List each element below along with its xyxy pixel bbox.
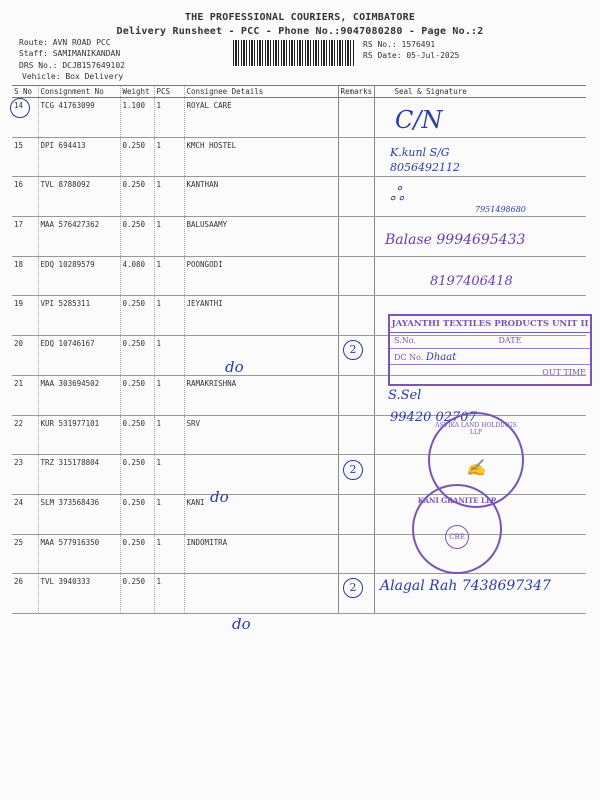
- row-consignment: SLM 373568436: [38, 494, 120, 534]
- row-pcs: 1: [154, 336, 184, 376]
- col-remarks: Remarks: [338, 86, 374, 98]
- company-title: THE PROFESSIONAL COURIERS, COIMBATORE: [184, 12, 416, 23]
- row-remarks: [338, 415, 374, 455]
- row-pcs: 1: [154, 296, 184, 336]
- signature-17: Balase 9994695433: [385, 232, 526, 248]
- signature-18: 8197406418: [430, 274, 513, 289]
- row-pcs: 1: [154, 375, 184, 415]
- stamp-dc-label: DC No.: [394, 353, 424, 362]
- col-seal: Seal & Signature: [374, 86, 586, 98]
- company-stamp: [388, 314, 592, 386]
- table-row: [12, 98, 586, 138]
- row-consignment: TRZ 315178804: [38, 455, 120, 495]
- round-seal-kani: [412, 484, 502, 574]
- col-sno: S No: [12, 86, 38, 98]
- row-consignee: [184, 455, 338, 495]
- row-remarks: [338, 256, 374, 296]
- row-consignment: KUR 531977101: [38, 415, 120, 455]
- row-sno: 17: [12, 217, 38, 257]
- serial-circle-mark: [10, 98, 30, 118]
- row-pcs: 1: [154, 415, 184, 455]
- row-sno: 16: [12, 177, 38, 217]
- row-consignee: BALUSAAMY: [184, 217, 338, 257]
- row-weight: 0.250: [120, 375, 154, 415]
- row-consignee: RAMAKRISHNA: [184, 375, 338, 415]
- ditto-20: do: [225, 358, 244, 376]
- row-consignee: KANI: [184, 494, 338, 534]
- remark-mark-25: 2: [343, 578, 363, 598]
- col-consignee: Consignee Details: [184, 86, 338, 98]
- row-consignee: SRV: [184, 415, 338, 455]
- row-sno: 20: [12, 336, 38, 376]
- stamp-row: [390, 365, 590, 380]
- row-consignment: TVL 8788092: [38, 177, 120, 217]
- signature-15-phone: 8056492112: [390, 161, 460, 174]
- row-weight: 0.250: [120, 534, 154, 574]
- row-sno: 14: [12, 98, 38, 138]
- stamp-sno-label: S.No.: [394, 336, 416, 345]
- ditto-23: do: [210, 488, 229, 506]
- row-consignment: TVL 3940333: [38, 574, 120, 614]
- vehicle-label: Vehicle: Box Delivery: [22, 72, 124, 81]
- row-sno: 18: [12, 256, 38, 296]
- row-weight: 0.250: [120, 455, 154, 495]
- signature-21-name: S.Sel: [388, 388, 422, 403]
- row-consignee: KMCH HOSTEL: [184, 137, 338, 177]
- row-weight: 0.250: [120, 217, 154, 257]
- row-weight: 4.080: [120, 256, 154, 296]
- row-remarks: [338, 98, 374, 138]
- row-consignee: [184, 574, 338, 614]
- table-header-row: [12, 86, 586, 98]
- round-seal-kani-center: CBE: [445, 525, 469, 549]
- row-weight: 0.250: [120, 574, 154, 614]
- row-pcs: 1: [154, 574, 184, 614]
- row-sno: 25: [12, 534, 38, 574]
- row-consignee: POONGODI: [184, 256, 338, 296]
- barcode: [233, 40, 355, 66]
- row-remarks: [338, 534, 374, 574]
- row-weight: 0.250: [120, 494, 154, 534]
- row-sno: 21: [12, 375, 38, 415]
- row-remarks: [338, 217, 374, 257]
- row-sno: 22: [12, 415, 38, 455]
- row-consignment: MAA 577916350: [38, 534, 120, 574]
- remark-mark-20: 2: [343, 340, 363, 360]
- row-pcs: 1: [154, 217, 184, 257]
- stamp-company-name: JAYANTHI TEXTILES PRODUCTS UNIT II: [390, 316, 590, 333]
- row-weight: 0.250: [120, 336, 154, 376]
- drs-number: DRS No.: DCJB157649102: [19, 61, 125, 70]
- row-sno: 24: [12, 494, 38, 534]
- stamp-dc-value: Dhaat: [425, 352, 457, 363]
- stamp-row: [390, 349, 590, 365]
- row-remarks: [338, 137, 374, 177]
- col-consignment: Consignment No: [38, 86, 120, 98]
- row-consignment: TCG 41763099: [38, 98, 120, 138]
- row-consignee: INDOMITRA: [184, 534, 338, 574]
- row-sno: 23: [12, 455, 38, 495]
- stamp-date-label: DATE: [498, 336, 522, 345]
- row-sno: 19: [12, 296, 38, 336]
- runsheet-subtitle: Delivery Runsheet - PCC - Phone No.:9047080280 - Page No.:2: [116, 26, 484, 37]
- row-consignee: KANTHAN: [184, 177, 338, 217]
- route-label: Route: AVN ROAD PCC: [19, 38, 111, 47]
- row-remarks: [338, 296, 374, 336]
- signature-21-phone: 99420 02707: [390, 410, 477, 425]
- row-weight: 0.250: [120, 415, 154, 455]
- row-weight: 1.100: [120, 98, 154, 138]
- signature-25: Alagal Rah 7438697347: [380, 578, 551, 594]
- staff-label: Staff: SAMIMANIKANDAN: [19, 49, 121, 58]
- row-weight: 0.250: [120, 296, 154, 336]
- row-consignment: VPI 5285311: [38, 296, 120, 336]
- row-consignment: MAA 303694502: [38, 375, 120, 415]
- col-pcs: PCS: [154, 86, 184, 98]
- row-pcs: 1: [154, 177, 184, 217]
- table-row: [12, 137, 586, 177]
- row-pcs: 1: [154, 98, 184, 138]
- row-weight: 0.250: [120, 137, 154, 177]
- row-pcs: 1: [154, 256, 184, 296]
- row-sno: 15: [12, 137, 38, 177]
- row-consignment: MAA 576427362: [38, 217, 120, 257]
- round-seal-kani-text: KANI GRANITE LLP: [417, 496, 497, 505]
- remark-mark-23: 2: [343, 460, 363, 480]
- signature-16-phone: 7951498680: [475, 205, 526, 214]
- row-remarks: [338, 375, 374, 415]
- row-pcs: 1: [154, 455, 184, 495]
- round-seal-asvika-sign: ✍: [466, 458, 486, 477]
- row-sno: 26: [12, 574, 38, 614]
- row-consignee: ROYAL CARE: [184, 98, 338, 138]
- row-pcs: 1: [154, 494, 184, 534]
- row-consignment: EDQ 10289579: [38, 256, 120, 296]
- row-pcs: 1: [154, 137, 184, 177]
- rs-date: RS Date: 05-Jul-2025: [363, 51, 460, 60]
- row-pcs: 1: [154, 534, 184, 574]
- signature-15-name: K.kunl S/G: [390, 146, 450, 159]
- ditto-26: do: [232, 615, 251, 633]
- rs-number: RS No.: 1576491: [363, 40, 436, 49]
- row-consignee: [184, 336, 338, 376]
- row-remarks: [338, 177, 374, 217]
- signature-14: C/N: [395, 106, 443, 134]
- stamp-out-label: OUT TIME: [542, 368, 586, 377]
- col-weight: Weight: [120, 86, 154, 98]
- round-seal-asvika-text: ASVIKA LAND HOLDINGS LLP: [435, 422, 517, 436]
- row-consignee: JEYANTHI: [184, 296, 338, 336]
- signature-16-mark: ஃ: [390, 184, 405, 205]
- row-remarks: [338, 494, 374, 534]
- row-consignment: DPI 694413: [38, 137, 120, 177]
- stamp-row: [390, 333, 590, 349]
- row-weight: 0.250: [120, 177, 154, 217]
- row-consignment: EDQ 10746167: [38, 336, 120, 376]
